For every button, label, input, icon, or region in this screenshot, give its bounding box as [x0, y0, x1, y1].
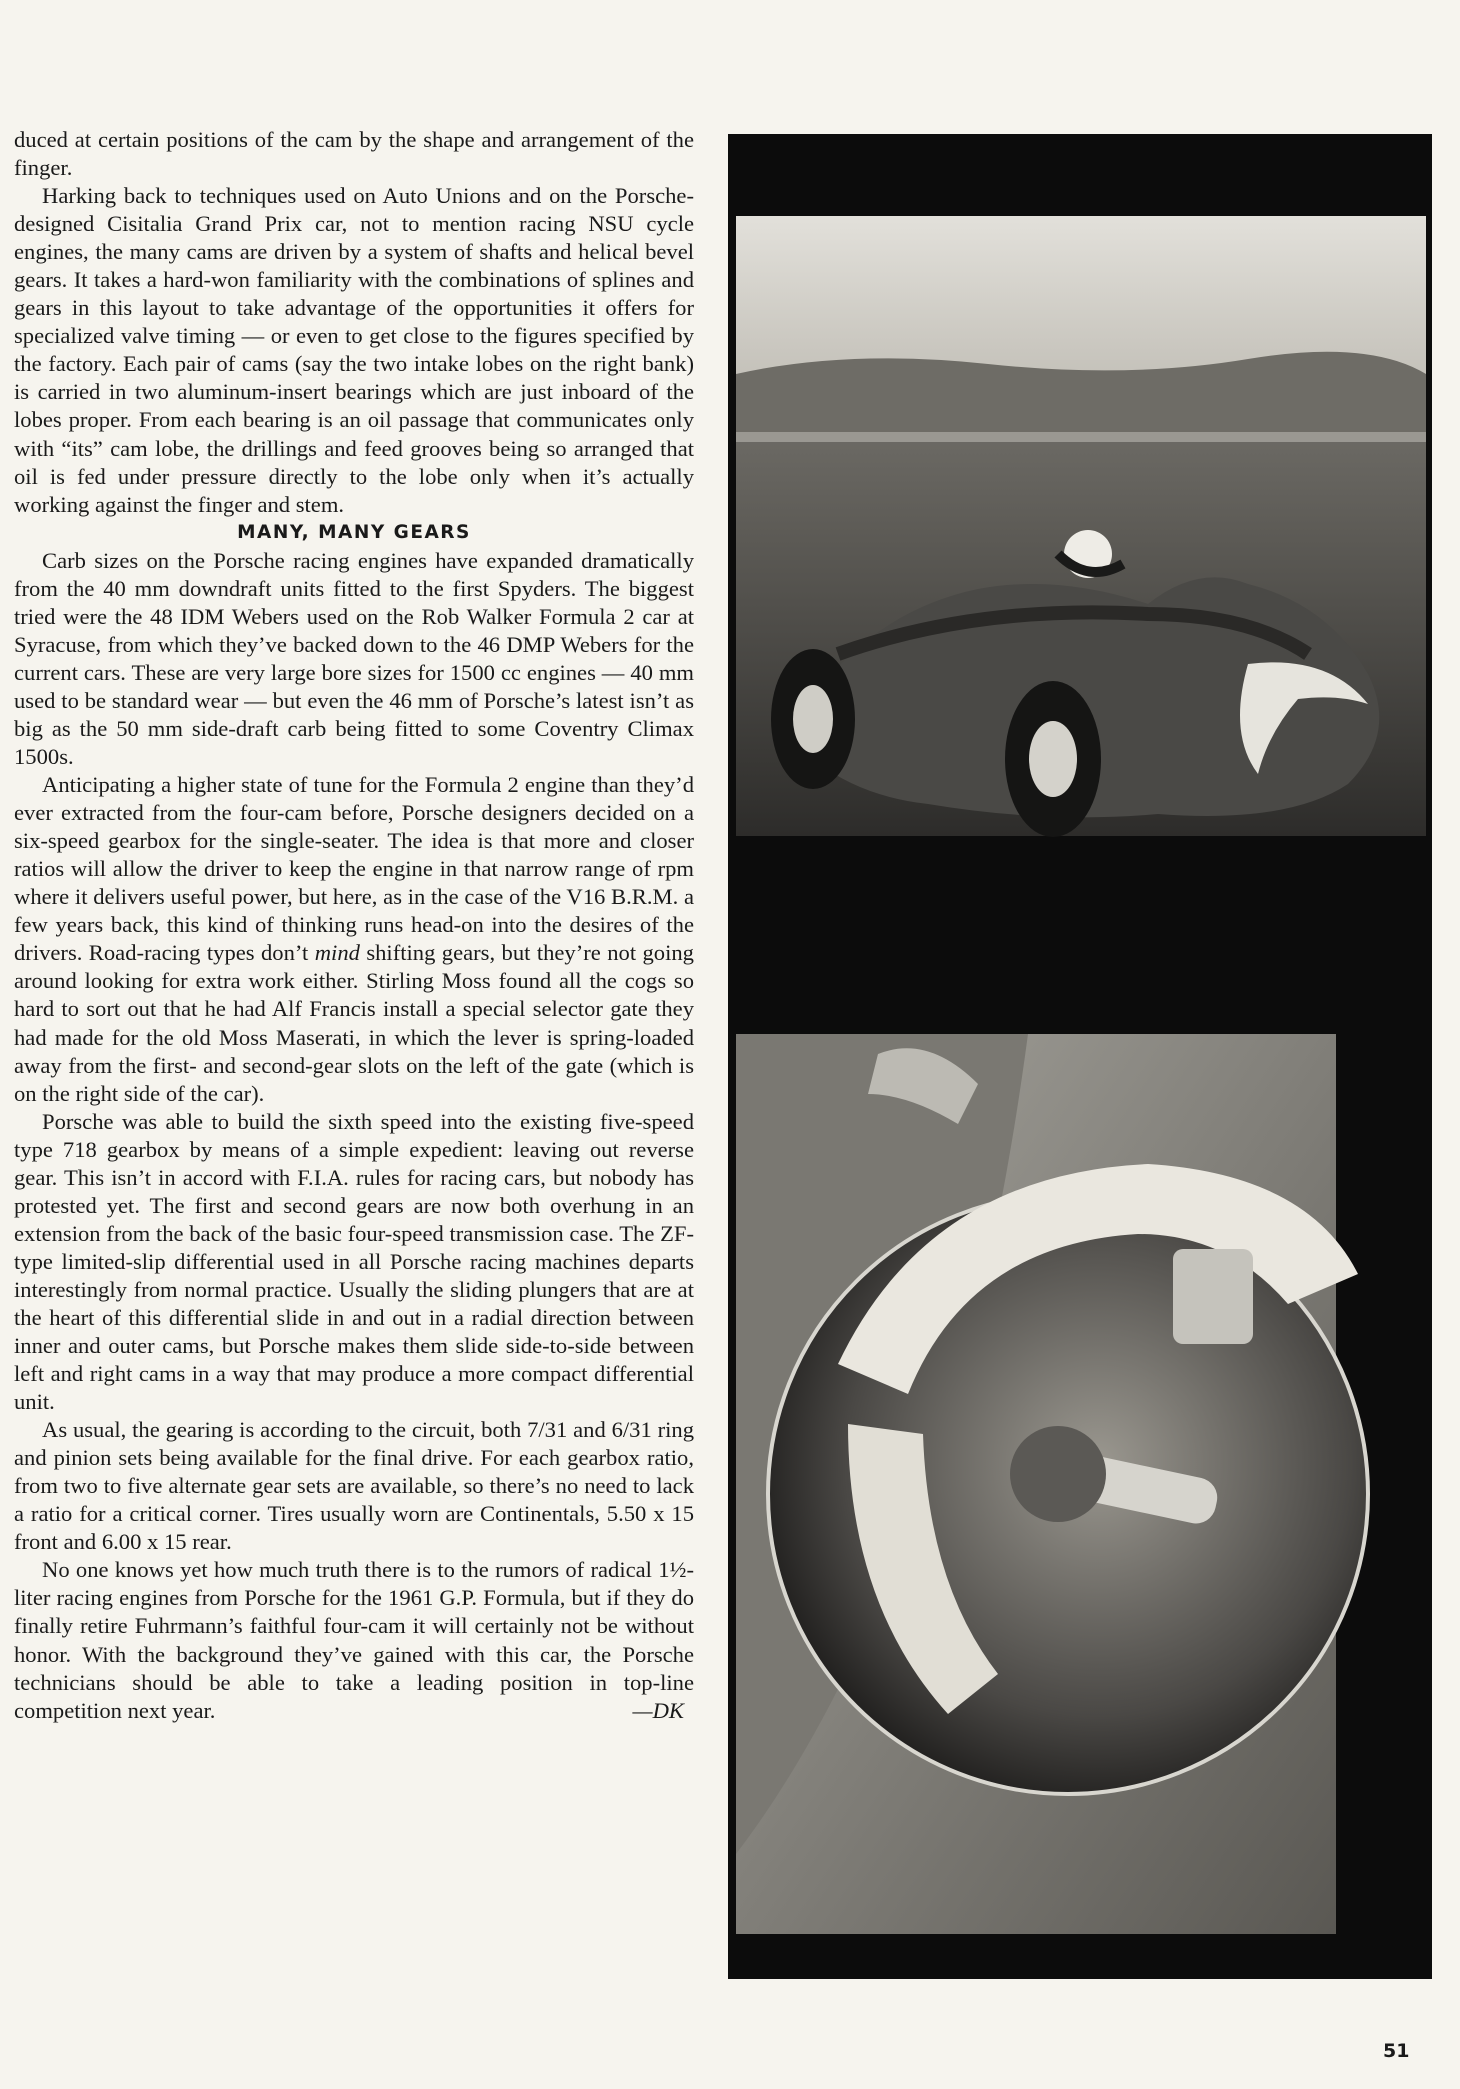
- paragraph-1: duced at certain positions of the cam by the shape and arrangement of the finger.: [14, 127, 694, 181]
- emphasis-word: mind: [314, 940, 360, 966]
- paragraph-4-part-2: shifting gears, but they’re not going around looking for extra work either. Stirling Moss found all the cogs so hard to sort out that he had Alf Francis install a special selector gate they had made for the old Moss Maserati, in which the lever is spring-loaded away from the first- and second-gear slots on the left of the gate (which is on the right side of the car).: [14, 940, 694, 1106]
- section-subhead: MANY, MANY GEARS: [237, 521, 471, 543]
- paragraph-6: As usual, the gearing is according to the circuit, both 7/31 and 6/31 ring and pinion sets being available for the final drive. For each gearbox ratio, from two to five alternate gear sets are available, so there’s no need to lack a ratio for a critical corner. Tires usually worn are Continentals, 5.50 x 15 front and 6.00 x 15 rear.: [14, 1417, 694, 1555]
- paragraph-2: Harking back to techniques used on Auto Unions and on the Porsche-designed Cisitalia Grand Prix car, not to mention racing NSU cycle engines, the many cams are driven by a system of shafts and helical bevel gears. It takes a hard-won familiarity with the combinations of splines and gears in this layout to take advantage of the opportunities it offers for specialized valve timing — or even to get close to the figures specified by the factory. Each pair of cams (say the two intake lobes on the right bank) is carried in two aluminum-insert bearings which are just inboard of the lobes proper. From each bearing is an oil passage that communicates only with “its” cam lobe, the drillings and feed grooves being so arranged that oil is fed under pressure directly to the lobe only when it’s actually working against the finger and stem.: [14, 183, 694, 517]
- racing-car-photo: [736, 216, 1426, 837]
- page-number: 51: [1383, 2040, 1410, 2062]
- article-text: [14, 126, 694, 1725]
- paragraph-3: Carb sizes on the Porsche racing engines have expanded dramatically from the 40 mm downdraft units fitted to the first Spyders. The biggest tried were the 48 IDM Webers used on the Rob Walker Formula 2 car at Syracuse, from which they’ve backed down to the 46 DMP Webers for the current cars. These are very large bore sizes for 1500 cc engines — 40 mm used to be standard wear — but even the 46 mm of Porsche’s latest isn’t as big as the 50 mm side-draft carb being fitted to some Coventry Climax 1500s.: [14, 547, 694, 770]
- paragraph-7-text: No one knows yet how much truth there is to the rumors of radical 1½-liter racing engines from Porsche for the 1961 G.P. Formula, but if they do finally retire Fuhrmann’s faithful four-cam it will certainly not be without honor. With the background they’ve gained with this car, the Porsche technicians should be able to take a leading position in top-line competition next year.: [14, 1557, 694, 1723]
- author-signature: —DK: [632, 1697, 684, 1723]
- photo-column-graphics: [728, 134, 1432, 1979]
- brake-assembly-photo: [736, 1034, 1368, 1934]
- paragraph-4: [14, 771, 694, 1108]
- paragraph-5: Porsche was able to build the sixth speed into the existing five-speed type 718 gearbox by means of a simple expedient: leaving out reverse gear. This isn’t in accord with F.I.A. rules for racing cars, but nobody has protested yet. The first and second gears are now both overhung in an extension from the back of the basic four-speed transmission case. The ZF-type limited-slip differential used in all Porsche racing machines departs interestingly from normal practice. Usually the sliding plungers that are at the heart of this differential slide in and out in a radial direction between inner and outer cams, but Porsche makes them slide side-to-side between left and right cams in a way that may produce a more compact differential unit.: [14, 1108, 694, 1415]
- photo-column: [728, 134, 1432, 1979]
- paragraph-4-part-1: Anticipating a higher state of tune for the Formula 2 engine than they’d ever extracted from the four-cam before, Porsche designers decided on a six-speed gearbox for the single-seater. The idea is that more and closer ratios will allow the driver to keep the engine in that narrow range of rpm where it delivers useful power, but here, as in the case of the V16 B.R.M. a few years back, this kind of thinking runs head-on into the desires of the drivers. Road-racing types don’t: [14, 772, 694, 966]
- paragraph-7: [14, 1556, 694, 1724]
